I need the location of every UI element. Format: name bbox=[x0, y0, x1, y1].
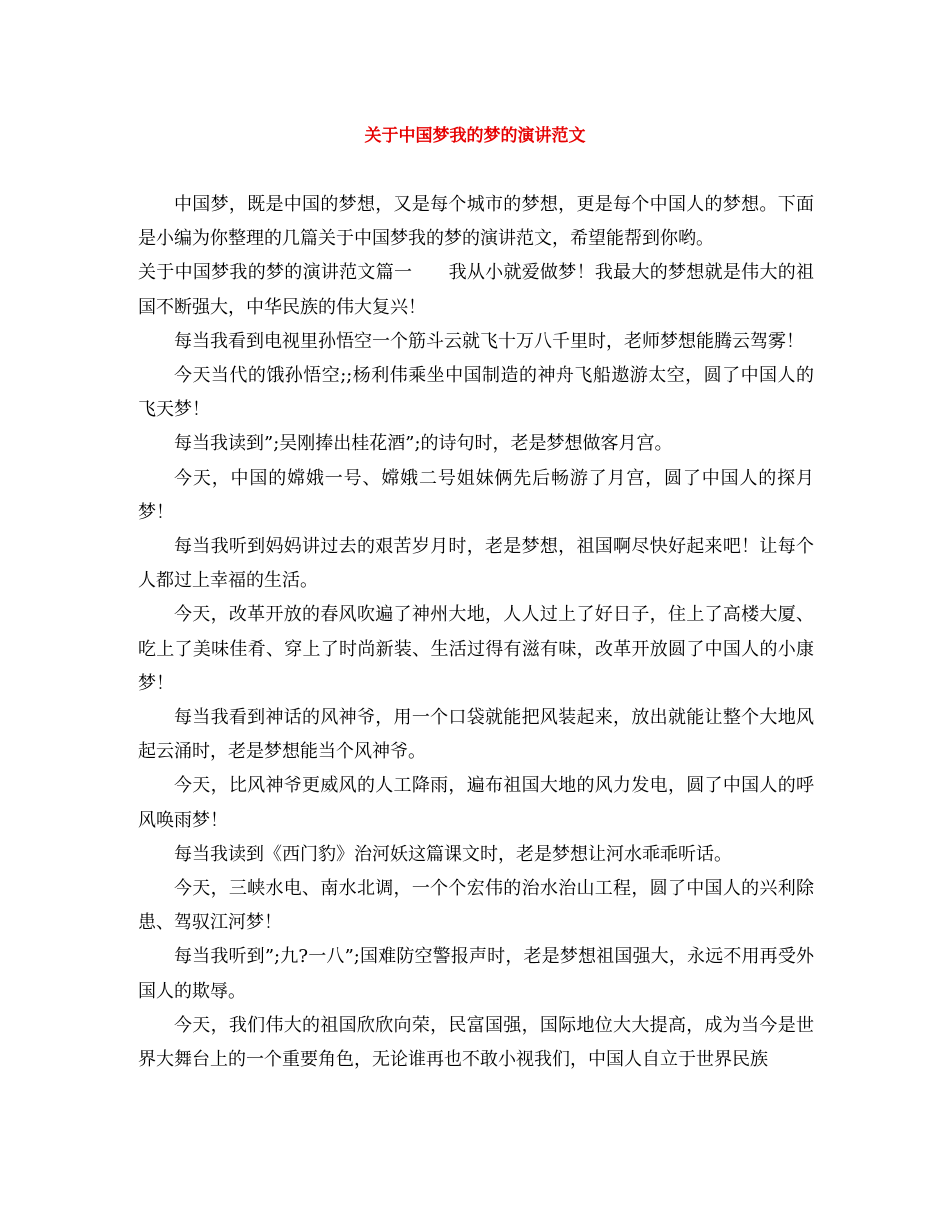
body-paragraph: 每当我读到”;吴刚捧出桂花酒”;的诗句时，老是梦想做客月宫。 bbox=[174, 433, 673, 455]
body-paragraph: 每当我看到神话的风神爷，用一个口袋就能把风装起来，放出就能让整个大地风起云涌时，老是梦想能当个风神爷。 bbox=[138, 707, 814, 763]
body-paragraph: 今天，改革开放的春风吹遍了神州大地，人人过上了好日子，住上了高楼大厦、吃上了美味佳肴、穿上了时尚新装、生活过得有滋有味，改革开放圆了中国人的小康梦！ bbox=[138, 604, 814, 694]
body-paragraph: 每当我听到妈妈讲过去的艰苦岁月时，老是梦想，祖国啊尽快好起来吧！让每个人都过上幸福的生活。 bbox=[138, 536, 814, 592]
section-paragraph bbox=[138, 256, 814, 324]
body-paragraph: 每当我看到电视里孙悟空一个筋斗云就飞十万八千里时，老师梦想能腾云驾雾！ bbox=[174, 330, 804, 352]
body-paragraph: 今天，三峡水电、南水北调，一个个宏伟的治水治山工程，圆了中国人的兴利除患、驾驭江河梦！ bbox=[138, 878, 814, 934]
body-paragraph: 今天，我们伟大的祖国欣欣向荣，民富国强，国际地位大大提高，成为当今是世界大舞台上的一个重要角色，无论谁再也不敢小视我们，中国人自立于世界民族 bbox=[138, 1014, 814, 1071]
intro-paragraph: 中国梦，既是中国的梦想，又是每个城市的梦想，更是每个中国人的梦想。下面是小编为你整理的几篇关于中国梦我的梦的演讲范文，希望能帮到你哟。 bbox=[138, 194, 814, 250]
body-paragraph: 每当我读到《西门豹》治河妖这篇课文时，老是梦想让河水乖乖听话。 bbox=[174, 843, 732, 865]
document-title: 关于中国梦我的梦的演讲范文 bbox=[364, 126, 586, 146]
body-paragraph: 今天，比风神爷更威风的人工降雨，遍布祖国大地的风力发电，圆了中国人的呼风唤雨梦！ bbox=[138, 775, 814, 831]
section-opening: 我从小就爱做梦！我最大的梦想就是伟大的祖国不断强大，中华民族的伟大复兴！ bbox=[138, 262, 815, 318]
document-body bbox=[138, 188, 814, 1077]
section-heading: 关于中国梦我的梦的演讲范文篇一 bbox=[138, 262, 413, 284]
body-paragraph: 每当我听到”;九?一八”;国难防空警报声时，老是梦想祖国强大，永远不用再受外国人的欺辱。 bbox=[138, 946, 814, 1002]
body-paragraph: 今天，中国的嫦娥一号、嫦娥二号姐妹俩先后畅游了月宫，圆了中国人的探月梦！ bbox=[138, 467, 814, 523]
body-paragraph: 今天当代的饿孙悟空;;杨利伟乘坐中国制造的神舟飞船遨游太空，圆了中国人的飞天梦！ bbox=[138, 365, 814, 421]
